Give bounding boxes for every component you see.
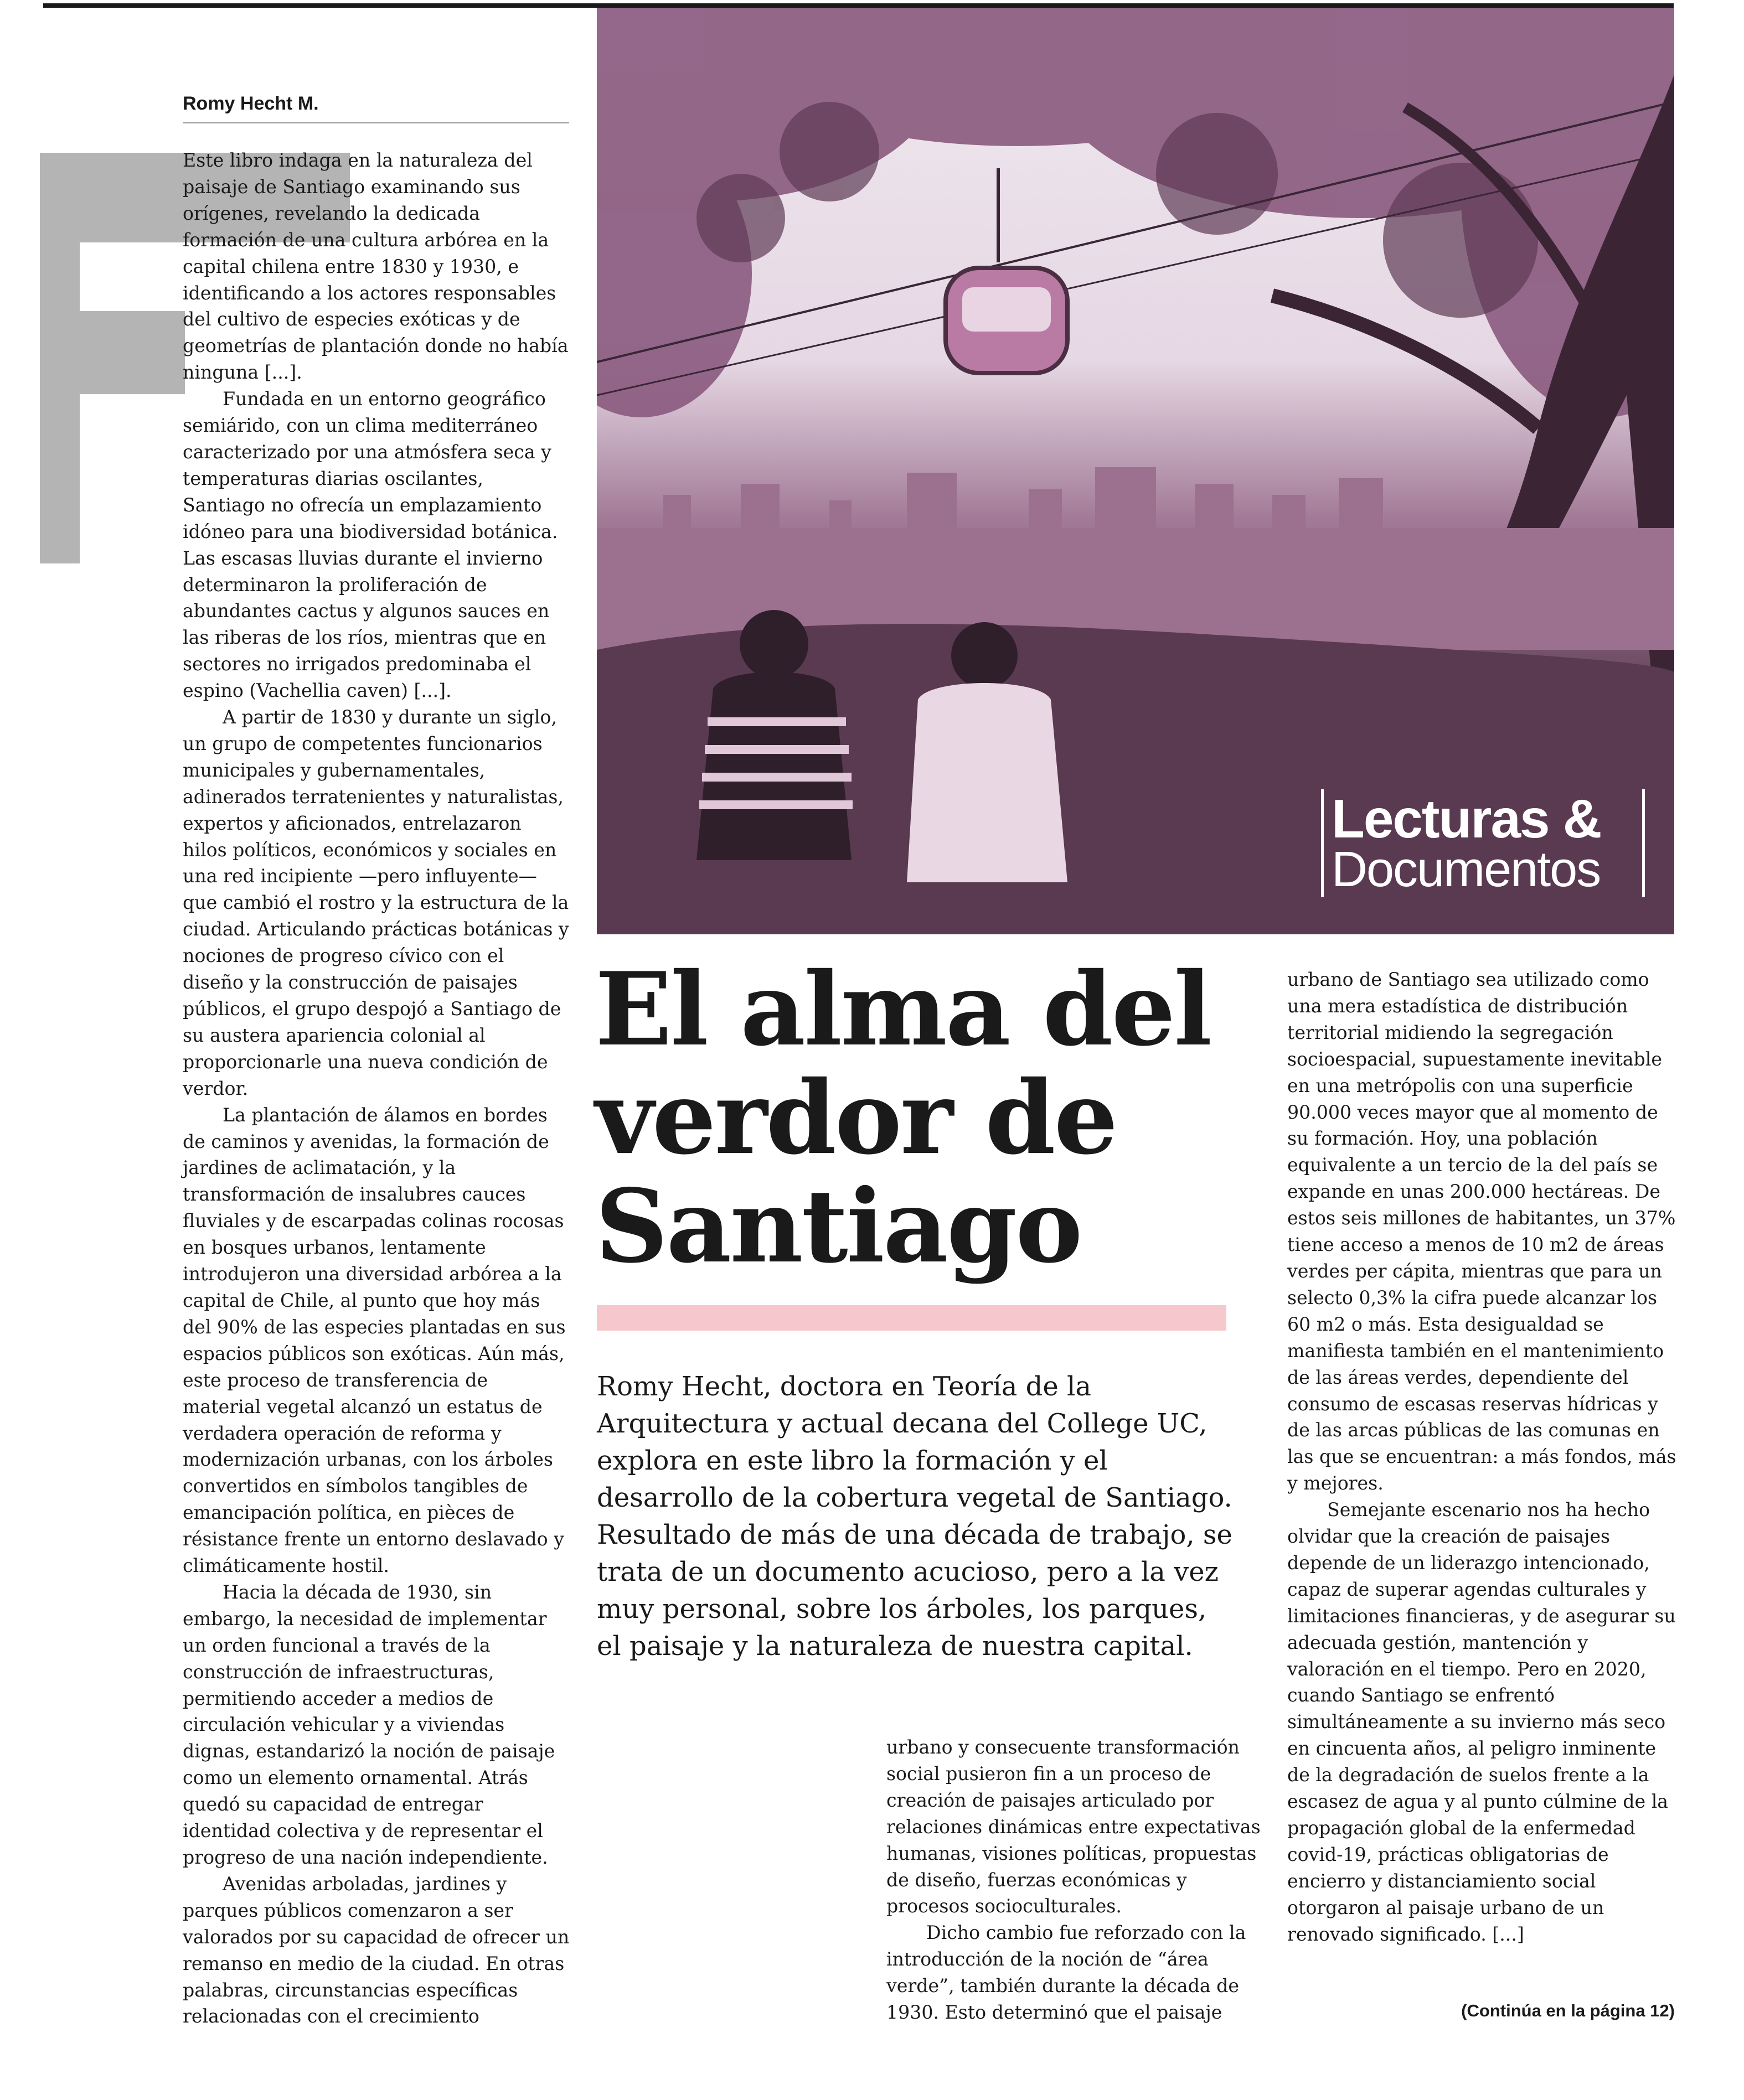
section-title-line1: Lecturas & (1332, 788, 1601, 849)
top-rule (43, 3, 1674, 8)
pink-divider (597, 1305, 1226, 1331)
paragraph: Este libro indaga en la naturaleza del paisaje de Santiago examinando sus orígenes, revelando la dedicada formación de una cultura arbórea en la capital chilena entre 1830 y 1930, e identificando a los actores responsables del cultivo de especies exóticas y de geometrías de plantación donde no había ninguna [...]. (183, 149, 569, 384)
paragraph: La plantación de álamos en bordes de caminos y avenidas, la formación de jardines de aclimatación, y la transformación de insalubres cauces fluviales y de escarpadas colinas rocosas en bosques urbanos, lentamente introdujeron una diversidad arbórea a la capital de Chile, al punto que hoy más del 90% de las especies plantadas en sus espacios públicos son exóticas. Aún más, este proceso de transferencia de material vegetal alcanzó un estatus de verdadera operación de reforma y modernización urbanas, con los árboles convertidos en símbolos tangibles de emancipación política, en pièces de résistance frente un entorno deslavado y climáticamente hostil. (183, 1104, 566, 1577)
paragraph: urbano y consecuente transformación social pusieron fin a un proceso de creación de paisajes articulado por relaciones dinámicas entre expectativas humanas, visiones políticas, propuestas de diseño, fuerzas económicas y procesos socioculturales. (886, 1736, 1261, 1917)
headline: El alma del verdor de Santiago (595, 950, 1211, 1285)
section-title-line2: Documentos (1332, 842, 1601, 897)
article-column-right (1287, 966, 1678, 1948)
byline: Romy Hecht M. (183, 93, 569, 123)
drop-cap-stem (40, 153, 80, 563)
continuation-note[interactable]: (Continúa en la página 12) (1461, 2001, 1675, 2020)
paragraph: Semejante escenario nos ha hecho olvidar que la creación de paisajes depende de un liderazgo intencionado, capaz de superar agendas culturales y limitaciones financieras, y de asegurar su adecuada gestión, mantención y valoración en el tiempo. Pero en 2020, cuando Santiago se enfrentó simultáneamente a su invierno más seco en cincuenta años, al peligro inminente de la degradación de suelos frente a la escasez de agua y al punto cúlmine de la propagación global de la enfermedad covid-19, prácticas obligatorias de encierro y distanciamiento social otorgaron al paisaje urbano de un renovado significado. [...] (1287, 1499, 1676, 1945)
paragraph: urbano de Santiago sea utilizado como una mera estadística de distribución territorial midiendo la segregación socioespacial, supuestamente inevitable en una metrópolis con una superficie 90.000 veces mayor que al momento de su formación. Hoy, una población equivalente a un tercio de la del país se expande en unas 200.000 hectáreas. De estos seis millones de habitantes, un 37% tiene acceso a menos de 10 m2 de áreas verdes per cápita, mientras que para un selecto 0,3% la cifra puede alcanzar los 60 m2 o más. Esta desigualdad se manifiesta también en el mantenimiento de las áreas verdes, dependiente del consumo de escasas reservas hídricas y de las arcas públicas de las comunas en las que se encuentran: a más fondos, más y mejores. (1287, 969, 1676, 1494)
paragraph: Dicho cambio fue reforzado con la introducción de la noción de “área verde”, también durante la década de 1930. Esto determinó que el paisaje (886, 1922, 1246, 2024)
paragraph: Avenidas arboladas, jardines y parques públicos comenzaron a ser valorados por su capacidad de ofrecer un remanso en medio de la ciudad. En otras palabras, circunstancias específicas relacionadas con el crecimiento (183, 1873, 570, 2027)
article-column-middle (886, 1734, 1274, 2026)
paragraph: Hacia la década de 1930, sin embargo, la necesidad de implementar un orden funcional a través de la construcción de infraestructuras, permitiendo acceder a medios de circulación vehicular y a viviendas dignas, estandarizó la noción de paisaje como un elemento ornamental. Atrás quedó su capacidad de entregar identidad colectiva y de representar el progreso de una nación independiente. (183, 1581, 555, 1868)
deck-summary: Romy Hecht, doctora en Teoría de la Arquitectura y actual decana del College UC, explora en este libro la formación y el desarrollo de la cobertura vegetal de Santiago. Resultado de más de una década de trabajo, se trata de un documento acucioso, pero a la vez muy personal, sobre los árboles, los parques, el paisaje y la naturaleza de nuestra capital. (597, 1371, 1232, 1662)
paragraph: Fundada en un entorno geográfico semiárido, con un clima mediterráneo caracterizado por una atmósfera seca y temperaturas diarias oscilantes, Santiago no ofrecía un emplazamiento idóneo para una biodiversidad botánica. Las escasas lluvias durante el invierno determinaron la proliferación de abundantes cactus y algunos sauces en las riberas de los ríos, mientras que en sectores no irrigados predominaba el espino (Vachellia caven) [...]. (183, 388, 558, 702)
section-badge (1321, 789, 1645, 897)
article-column-left (183, 147, 570, 2030)
paragraph: A partir de 1830 y durante un siglo, un grupo de competentes funcionarios municipales y gubernamentales, adinerados terratenientes y naturalistas, expertos y aficionados, entrelazaron hilos políticos, económicos y sociales en una red incipiente —pero influyente— que cambió el rostro y la estructura de la ciudad. Articulando prácticas botánicas y nociones de progreso cívico con el diseño y la construcción de paisajes públicos, el grupo despojó a Santiago de su austera apariencia colonial al proporcionarle una nueva condición de verdor. (183, 706, 569, 1099)
drop-cap-middle-arm (80, 311, 185, 394)
